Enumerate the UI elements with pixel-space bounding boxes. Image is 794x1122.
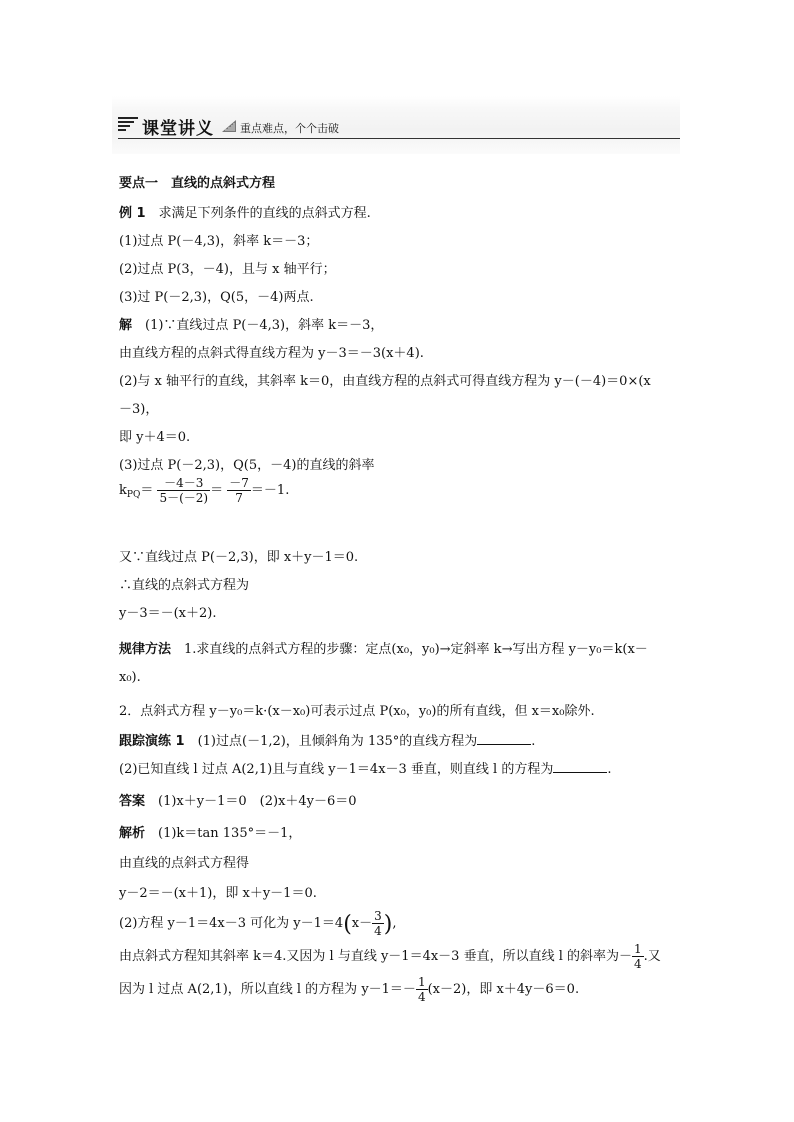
text: (1)k＝tan 135°＝－1， xyxy=(145,826,302,841)
fraction-3-4 xyxy=(372,909,384,938)
text-line: ∴直线的点斜式方程为 xyxy=(119,578,250,593)
analysis-line xyxy=(119,826,301,842)
numerator: －7 xyxy=(229,476,249,490)
label: 答案 xyxy=(119,794,146,809)
fraction-1-4 xyxy=(416,975,428,1004)
slope-k: k xyxy=(119,483,127,498)
answer-blank xyxy=(553,760,607,773)
text-line-with-fraction xyxy=(119,940,661,974)
text-line-with-fraction xyxy=(119,972,579,1008)
denominator: 5－(－2) xyxy=(159,491,209,505)
period: . xyxy=(531,734,536,749)
text-line: 即 y＋4＝0. xyxy=(119,430,191,445)
tail: (x－2)，即 x＋4y－6＝0. xyxy=(427,982,580,997)
text: 求满足下列条件的直线的点斜式方程. xyxy=(145,206,371,221)
text: (1)∵直线过点 P(－4,3)，斜率 k＝－3， xyxy=(132,318,384,333)
label: 解 xyxy=(119,318,133,333)
text-line: 由直线方程的点斜式得直线方程为 y－3＝－3(x＋4). xyxy=(119,346,424,361)
x-minus: x－ xyxy=(351,916,373,931)
text-line: 又∵直线过点 P(－2,3)，即 x＋y－1＝0. xyxy=(119,550,359,565)
brace-open: ( xyxy=(343,912,352,937)
solution-line xyxy=(119,318,383,334)
text-line: (2)过点 P(3，－4)，且与 x 轴平行； xyxy=(119,262,336,277)
slope-sub: PQ xyxy=(126,490,141,500)
header-title: 课堂讲义 xyxy=(142,119,214,139)
section-title: 要点一 直线的点斜式方程 xyxy=(119,176,276,191)
period: . xyxy=(607,762,612,777)
comma: , xyxy=(392,916,397,931)
slope-formula xyxy=(119,476,289,506)
text-line: y－3＝－(x＋2). xyxy=(119,606,217,621)
equals: ＝ xyxy=(210,483,224,498)
label: 规律方法 xyxy=(119,642,172,657)
text: (2)方程 y－1＝4x－3 可化为 y－1＝4 xyxy=(119,916,344,931)
fraction-2 xyxy=(227,476,251,505)
brace-close: ) xyxy=(383,912,393,937)
text-line: (3)过点 P(－2,3)，Q(5，－4)的直线的斜率 xyxy=(119,458,375,473)
result: ＝－1. xyxy=(250,483,290,498)
numerator: 1 xyxy=(634,942,642,956)
text-line: －3)， xyxy=(119,402,159,417)
label: 例 1 xyxy=(119,206,146,221)
striped-triangle-icon xyxy=(222,120,236,132)
text-line: (1)过点 P(－4,3)，斜率 k＝－3； xyxy=(119,234,319,249)
denominator: 4 xyxy=(634,957,642,971)
stripe-flag-icon xyxy=(118,116,138,132)
text-line: (3)过 P(－2,3)，Q(5，－4)两点. xyxy=(119,290,314,305)
tail: .又 xyxy=(643,949,661,964)
text-line: y－2＝－(x＋1)，即 x＋y－1＝0. xyxy=(119,886,317,901)
denominator: 4 xyxy=(374,924,382,938)
numerator: 3 xyxy=(374,909,382,923)
practice-line xyxy=(119,732,535,750)
text: (1)过点(－1,2)，且倾斜角为 135°的直线方程为 xyxy=(184,734,478,749)
method-line xyxy=(119,642,648,658)
section-header xyxy=(118,112,680,139)
denominator: 7 xyxy=(235,491,243,505)
text: 1.求直线的点斜式方程的步骤：定点(x₀，y₀)→定斜率 k→写出方程 y－y₀＝k(x－ xyxy=(171,642,648,657)
text-line: (2)与 x 轴平行的直线，其斜率 k＝0，由直线方程的点斜式可得直线方程为 y－(－4)＝0×(x xyxy=(119,374,651,389)
text-line: 2．点斜式方程 y－y₀＝k·(x－x₀)可表示过点 P(x₀，y₀)的所有直线，但 x＝x₀除外. xyxy=(119,704,595,719)
text: 因为 l 过点 A(2,1)，所以直线 l 的方程为 y－1＝－ xyxy=(119,982,416,997)
denominator: 4 xyxy=(417,990,426,1004)
fraction-1 xyxy=(157,476,210,505)
example-1 xyxy=(119,206,371,222)
text-line: 由直线的点斜式方程得 xyxy=(119,856,250,871)
fraction-1-4 xyxy=(632,942,644,971)
equals: ＝ xyxy=(140,483,154,498)
answer-line xyxy=(119,794,357,810)
text-line-with-fraction xyxy=(119,906,397,943)
text: 由点斜式方程知其斜率 k＝4.又因为 l 与直线 y－1＝4x－3 垂直，所以直线 l 的斜率为－ xyxy=(119,949,633,964)
text: (2)已知直线 l 过点 A(2,1)且与直线 y－1＝4x－3 垂直，则直线 l 的方程为 xyxy=(119,762,554,777)
label: 解析 xyxy=(119,826,146,841)
answer-blank xyxy=(477,732,531,745)
text-line: x₀). xyxy=(119,670,141,685)
label: 跟踪演练 1 xyxy=(119,734,185,749)
header-subtitle: 重点难点，个个击破 xyxy=(240,122,339,135)
numerator: 1 xyxy=(417,975,426,989)
text: (1)x＋y－1＝0 (2)x＋4y－6＝0 xyxy=(145,794,357,809)
practice-line-2 xyxy=(119,760,612,778)
numerator: －4－3 xyxy=(157,476,210,491)
